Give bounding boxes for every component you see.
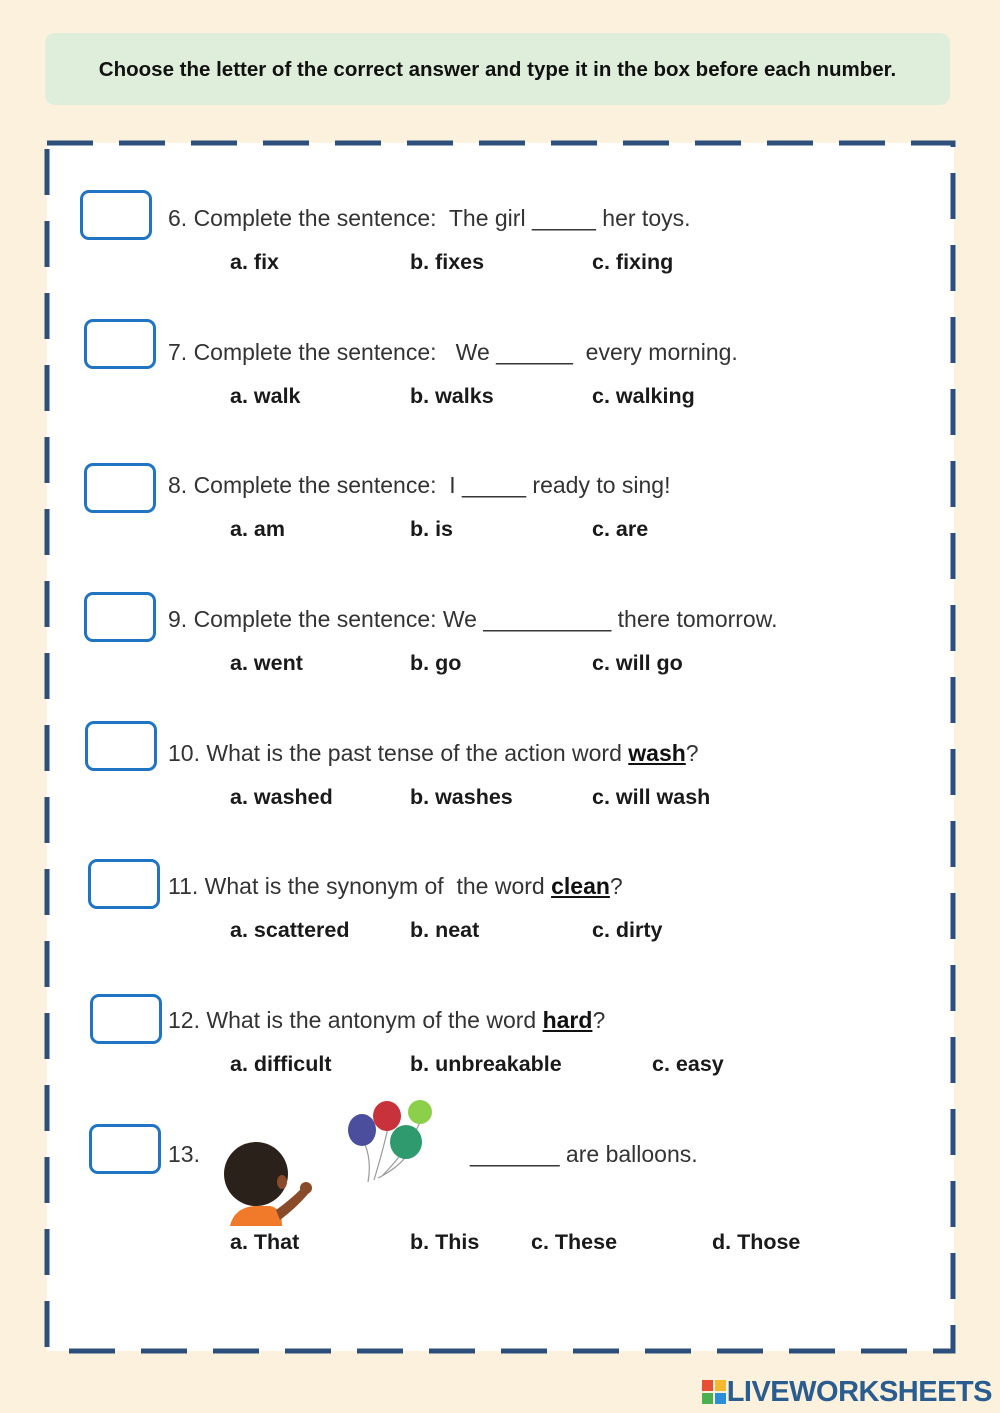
option-13a: a. That <box>230 1230 300 1254</box>
question-7-text: 7. Complete the sentence: We ______ every morning. <box>168 339 738 365</box>
question-12-keyword: hard <box>542 1007 593 1033</box>
answer-box-12[interactable] <box>90 994 162 1044</box>
option-13b: b. This <box>410 1230 480 1254</box>
child-head <box>224 1142 288 1206</box>
question-11-prompt: 11. What is the synonym of the word <box>168 873 552 899</box>
logo-grid-icon <box>701 1379 727 1405</box>
option-10b: b. washes <box>410 785 513 809</box>
logo-text: LIVEWORKSHEETS <box>726 1375 992 1408</box>
option-12a: a. difficult <box>230 1052 332 1076</box>
option-9a: a. went <box>230 651 303 675</box>
question-12-text <box>168 1005 605 1035</box>
liveworksheets-logo <box>701 1374 992 1410</box>
option-6c: c. fixing <box>592 250 674 274</box>
answer-box-11[interactable] <box>88 859 160 909</box>
instructions-text: Choose the letter of the correct answer and type it in the box before each number. <box>98 57 897 81</box>
question-12-prompt: 12. What is the antonym of the word <box>168 1007 543 1033</box>
child-shirt <box>230 1206 282 1226</box>
question-10-text <box>168 738 699 768</box>
option-10a: a. washed <box>230 785 333 809</box>
question-9-text: 9. Complete the sentence: We __________ there tomorrow. <box>168 606 778 632</box>
option-8c: c. are <box>592 517 649 541</box>
option-9c: c. will go <box>592 651 683 675</box>
question-13-sentence: _______ are balloons. <box>470 1141 698 1167</box>
option-9b: b. go <box>410 651 462 675</box>
balloons-illustration <box>342 1098 438 1186</box>
balloon-green <box>390 1125 422 1159</box>
question-10-prompt: 10. What is the past tense of the action word <box>168 740 629 766</box>
option-11c: c. dirty <box>592 918 663 942</box>
child-pointing-illustration <box>218 1138 318 1226</box>
answer-box-7[interactable] <box>84 319 156 369</box>
option-6b: b. fixes <box>410 250 485 274</box>
question-10-mark: ? <box>685 740 699 766</box>
answer-box-10[interactable] <box>85 721 157 771</box>
option-8a: a. am <box>230 517 285 541</box>
option-11b: b. neat <box>410 918 480 942</box>
child-hand <box>300 1182 312 1194</box>
option-12c: c. easy <box>652 1052 724 1076</box>
option-12b: b. unbreakable <box>410 1052 562 1076</box>
option-13c: c. These <box>531 1230 618 1254</box>
answer-box-9[interactable] <box>84 592 156 642</box>
balloon-lime <box>408 1100 432 1124</box>
question-11-keyword: clean <box>551 873 610 899</box>
answer-box-8[interactable] <box>84 463 156 513</box>
option-13d: d. Those <box>712 1230 801 1254</box>
option-7b: b. walks <box>410 384 494 408</box>
question-10-keyword: wash <box>628 740 686 766</box>
option-10c: c. will wash <box>592 785 711 809</box>
option-6a: a. fix <box>230 250 279 274</box>
balloon-blue <box>348 1114 376 1146</box>
child-ear <box>277 1175 287 1189</box>
question-8-text: 8. Complete the sentence: I _____ ready to sing! <box>168 472 671 498</box>
answer-box-6[interactable] <box>80 190 152 240</box>
option-8b: b. is <box>410 517 454 541</box>
question-11-mark: ? <box>609 873 623 899</box>
question-13-number: 13. <box>168 1141 200 1167</box>
question-11-text <box>168 871 623 901</box>
answer-box-13[interactable] <box>89 1124 161 1174</box>
option-7a: a. walk <box>230 384 301 408</box>
balloon-red <box>373 1101 401 1131</box>
instructions-banner <box>45 33 950 105</box>
option-11a: a. scattered <box>230 918 350 942</box>
question-6-text: 6. Complete the sentence: The girl _____ her toys. <box>168 205 691 231</box>
question-12-mark: ? <box>592 1007 606 1033</box>
option-7c: c. walking <box>592 384 695 408</box>
